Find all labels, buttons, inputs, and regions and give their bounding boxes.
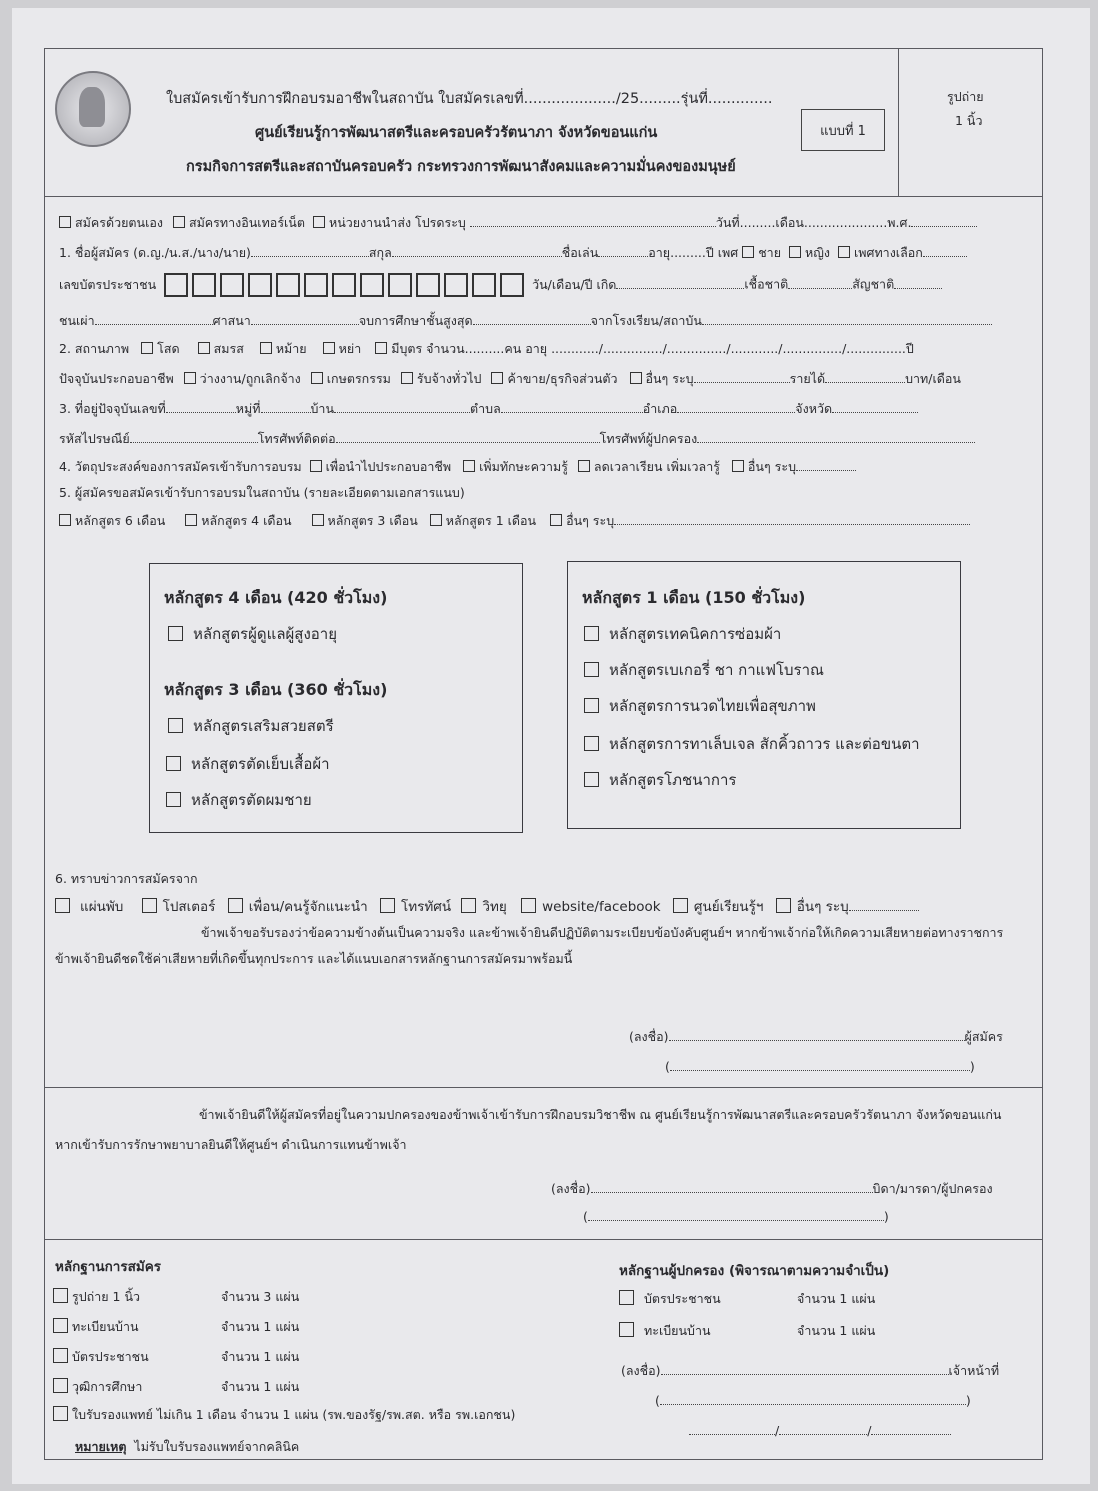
row-contact: รหัสไปรษณีย์ โทรศัพท์ติดต่อ โทรศัพท์ผู้ปกครอง [59, 429, 975, 449]
apply-online-checkbox[interactable] [173, 216, 185, 228]
guardian-evidence-id[interactable]: บัตรประชาชน [619, 1289, 721, 1309]
course-box-right [567, 561, 961, 829]
objective-career-checkbox[interactable] [310, 460, 322, 472]
q6-label: 6. ทราบข่าวการสมัครจาก [55, 871, 198, 886]
course-1-month-heading: หลักสูตร 1 เดือน (150 ชั่วโมง) [582, 588, 806, 607]
evidence-house-reg[interactable]: ทะเบียนบ้าน [53, 1317, 139, 1337]
evidence-photo[interactable]: รูปถ่าย 1 นิ้ว [53, 1287, 140, 1307]
evidence-title: หลักฐานการสมัคร [55, 1259, 162, 1275]
applicant-printed-name[interactable]: ( ) [665, 1059, 975, 1074]
evidence-house-reg-qty: จำนวน 1 แผ่น [221, 1319, 300, 1334]
guardian-printed-name[interactable]: ( ) [583, 1209, 889, 1224]
source-other-checkbox[interactable] [776, 898, 791, 913]
course-nail-eyebrow[interactable]: หลักสูตรการทาเล็บเจล สักคิ้วถาวร และต่อขนตา [584, 732, 920, 756]
course-cloth-repair[interactable]: หลักสูตรเทคนิคการซ่อมผ้า [584, 622, 781, 646]
source-leaflet-checkbox[interactable] [55, 898, 70, 913]
divorced-checkbox[interactable] [323, 342, 335, 354]
alt-gender-checkbox[interactable] [838, 246, 850, 258]
evidence-education-qty: จำนวน 1 แผ่น [221, 1379, 300, 1394]
guardian-consent-line2: หากเข้ารับการรักษาพยาบาลยินดีให้ศูนย์ฯ ดำเนินการแทนข้าพเจ้า [55, 1137, 407, 1152]
course-6-checkbox[interactable] [59, 514, 71, 526]
farmer-checkbox[interactable] [311, 372, 323, 384]
form-number-badge: แบบที่ 1 [801, 109, 885, 151]
married-checkbox[interactable] [198, 342, 210, 354]
unemployed-checkbox[interactable] [184, 372, 196, 384]
source-center-checkbox[interactable] [673, 898, 688, 913]
row-news-source: แผ่นพับ โปสเตอร์ เพื่อน/คนรู้จักแนะนำ โทรทัศน์ วิทยุ website/facebook ศูนย์เรียนรู้ฯ อื่นๆ ระบุ [55, 895, 919, 917]
course-other-checkbox[interactable] [550, 514, 562, 526]
center-name: ศูนย์เรียนรู้การพัฒนาสตรีและครอบครัวรัตนาภา จังหวัดขอนแก่น [255, 125, 658, 141]
source-radio-checkbox[interactable] [461, 898, 476, 913]
objective-time-checkbox[interactable] [578, 460, 590, 472]
children-checkbox[interactable] [375, 342, 387, 354]
evidence-medical-cert[interactable]: ใบรับรองแพทย์ ไม่เกิน 1 เดือน จำนวน 1 แผ่น (รพ.ของรัฐ/รพ.สต. หรือ รพ.เอกชน) [53, 1405, 515, 1425]
evidence-id-card-qty: จำนวน 1 แผ่น [221, 1349, 300, 1364]
row-religion-education: ชนเผ่า ศาสนา จบการศึกษาชั้นสูงสุด จากโรงเรียน/สถาบัน [59, 311, 992, 331]
row-id-card: เลขบัตรประชาชน วัน/เดือน/ปี เกิด เชื้อชาติ สัญชาติ [59, 273, 942, 297]
single-checkbox[interactable] [141, 342, 153, 354]
id-card-boxes[interactable] [164, 273, 528, 297]
form-title: ใบสมัครเข้ารับการฝึกอบรมอาชีพในสถาบัน ใบสมัครเลขที่..................../25.........รุ่นที่.............. [166, 91, 773, 107]
government-seal-icon [55, 71, 131, 147]
officer-printed-name[interactable]: ( ) [655, 1393, 971, 1408]
certification-line1: ข้าพเจ้าขอรับรองว่าข้อความข้างต้นเป็นความจริง และข้าพเจ้ายินดีปฏิบัติตามระเบียบข้อบังคับศูนย์ฯ หากข้าพเจ้าก่อให้เกิดความเสียหายต่อทางราชการ [201, 925, 1004, 940]
photo-label: รูปถ่าย [947, 89, 984, 104]
occupation-other-checkbox[interactable] [630, 372, 642, 384]
course-nutrition[interactable]: หลักสูตรโภชนาการ [584, 768, 736, 792]
course-1-checkbox[interactable] [430, 514, 442, 526]
apply-agency-checkbox[interactable] [313, 216, 325, 228]
laborer-checkbox[interactable] [401, 372, 413, 384]
course-4-checkbox[interactable] [185, 514, 197, 526]
row-occupation: ปัจจุบันประกอบอาชีพ ว่างงาน/ถูกเลิกจ้าง เกษตรกรรม รับจ้างทั่วไป ค้าขาย/ธุรกิจส่วนตัว อื่นๆ ระบุ รายได้ บาท/เดือน [59, 371, 961, 386]
course-3-checkbox[interactable] [312, 514, 324, 526]
evidence-education[interactable]: วุฒิการศึกษา [53, 1377, 142, 1397]
apply-self-checkbox[interactable] [59, 216, 71, 228]
trader-checkbox[interactable] [491, 372, 503, 384]
guardian-evidence-title: หลักฐานผู้ปกครอง (พิจารณาตามความจำเป็น) [619, 1263, 890, 1279]
course-barber[interactable]: หลักสูตรตัดผมชาย [166, 788, 312, 812]
evidence-id-card[interactable]: บัตรประชาชน [53, 1347, 149, 1367]
course-elderly-care[interactable]: หลักสูตรผู้ดูแลผู้สูงอายุ [168, 622, 337, 646]
source-website-checkbox[interactable] [521, 898, 536, 913]
course-3-month-heading: หลักสูตร 3 เดือน (360 ชั่วโมง) [164, 680, 388, 699]
widowed-checkbox[interactable] [260, 342, 272, 354]
q5-label: 5. ผู้สมัครขอสมัครเข้ารับการอบรมในสถาบัน (รายละเอียดตามเอกสารแนบ) [59, 485, 465, 500]
evidence-note: หมายเหตุ ไม่รับใบรับรองแพทย์จากคลินิค [75, 1439, 300, 1454]
certification-line2: ข้าพเจ้ายินดีชดใช้ค่าเสียหายที่เกิดขึ้นทุกประการ และได้แนบเอกสารหลักฐานการสมัครมาพร้อมนี้ [55, 951, 573, 966]
objective-skill-checkbox[interactable] [463, 460, 475, 472]
form-frame [44, 48, 1043, 1460]
course-box-left [149, 563, 523, 833]
ministry-name: กรมกิจการสตรีและสถาบันครอบครัว กระทรวงการพัฒนาสังคมและความมั่นคงของมนุษย์ [186, 159, 736, 175]
guardian-signature[interactable]: (ลงชื่อ) บิดา/มารดา/ผู้ปกครอง [551, 1181, 993, 1196]
row-apply-type: สมัครด้วยตนเอง สมัครทางอินเทอร์เน็ต หน่วยงานนำส่ง โปรดระบุ วันที่.........เดือน.....................พ.ศ. [59, 213, 977, 233]
course-thai-massage[interactable]: หลักสูตรการนวดไทยเพื่อสุขภาพ [584, 694, 816, 718]
guardian-evidence-id-qty: จำนวน 1 แผ่น [797, 1291, 876, 1306]
row-address: 3. ที่อยู่ปัจจุบันเลขที่ หมู่ที่ บ้าน ตำบล อำเภอ จังหวัด [59, 399, 918, 419]
female-checkbox[interactable] [789, 246, 801, 258]
course-beauty[interactable]: หลักสูตรเสริมสวยสตรี [168, 714, 334, 738]
course-bakery[interactable]: หลักสูตรเบเกอรี่ ชา กาแฟโบราณ [584, 658, 824, 682]
source-friend-checkbox[interactable] [228, 898, 243, 913]
row-name: 1. ชื่อผู้สมัคร (ด.ญ./น.ส./นาง/นาย) สกุล ชื่อเล่น อายุ.........ปี เพศ ชาย หญิง เพศทางเลือก [59, 243, 967, 263]
male-checkbox[interactable] [742, 246, 754, 258]
guardian-evidence-house[interactable]: ทะเบียนบ้าน [619, 1321, 711, 1341]
row-marital: 2. สถานภาพ โสด สมรส หม้าย หย่า มีบุตร จำนวน..........คน อายุ ............/.............../.............../............/.............../...............ปี [59, 341, 914, 356]
guardian-consent-line1: ข้าพเจ้ายินดีให้ผู้สมัครที่อยู่ในความปกครองของข้าพเจ้าเข้ารับการฝึกอบรมวิชาชีพ ณ ศูนย์เรียนรู้การพัฒนาสตรีและครอบครัวรัตนาภา จังหวัดขอนแก่น [199, 1107, 1002, 1122]
photo-size: 1 นิ้ว [955, 113, 983, 128]
row-objective: 4. วัตถุประสงค์ของการสมัครเข้ารับการอบรม เพื่อนำไปประกอบอาชีพ เพิ่มทักษะความรู้ ลดเวลาเรียน เพิ่มเวลารู้ อื่นๆ ระบุ [59, 457, 856, 477]
source-poster-checkbox[interactable] [142, 898, 157, 913]
source-tv-checkbox[interactable] [380, 898, 395, 913]
guardian-evidence-house-qty: จำนวน 1 แผ่น [797, 1323, 876, 1338]
officer-date[interactable]: / / [689, 1423, 951, 1438]
row-course-duration: หลักสูตร 6 เดือน หลักสูตร 4 เดือน หลักสูตร 3 เดือน หลักสูตร 1 เดือน อื่นๆ ระบุ [59, 511, 970, 531]
objective-other-checkbox[interactable] [732, 460, 744, 472]
evidence-photo-qty: จำนวน 3 แผ่น [221, 1289, 300, 1304]
course-4-month-heading: หลักสูตร 4 เดือน (420 ชั่วโมง) [164, 588, 388, 607]
officer-signature[interactable]: (ลงชื่อ) เจ้าหน้าที่ [621, 1363, 1000, 1378]
applicant-signature[interactable]: (ลงชื่อ) ผู้สมัคร [629, 1029, 1003, 1044]
course-sewing[interactable]: หลักสูตรตัดเย็บเสื้อผ้า [166, 752, 330, 776]
